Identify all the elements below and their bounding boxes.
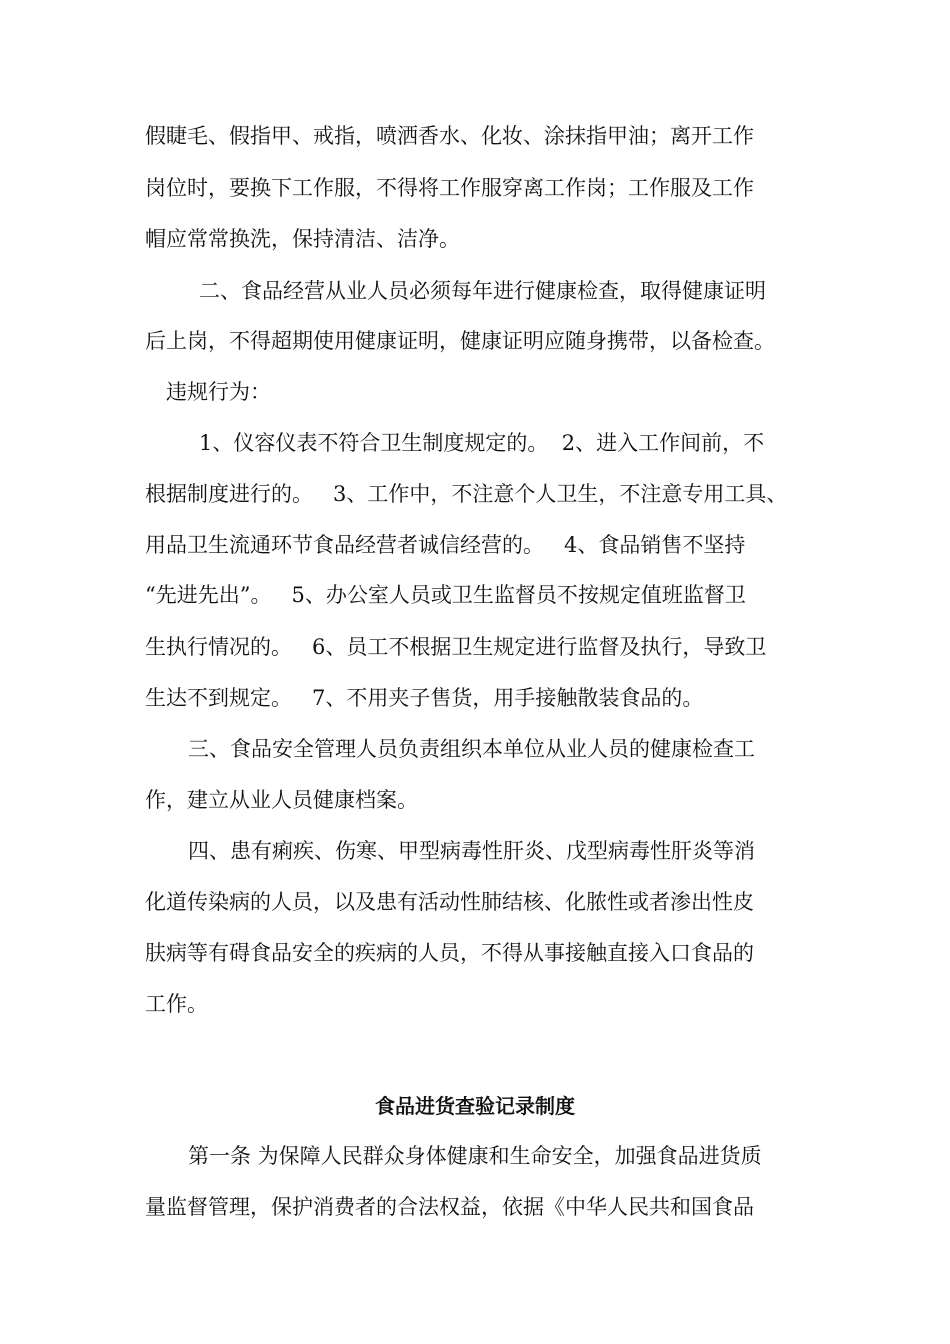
body-line: 四、患有痢疾、伤寒、甲型病毒性肝炎、戊型病毒性肝炎等消 [188,839,755,863]
body-line: 二、食品经营从业人员必须每年进行健康检查，取得健康证明 [199,279,766,303]
body-line: 化道传染病的人员，以及患有活动性肺结核、化脓性或者渗出性皮 [145,890,754,914]
body-line: 岗位时，要换下工作服，不得将工作服穿离工作岗；工作服及工作 [145,176,754,200]
body-line: 三、食品安全管理人员负责组织本单位从业人员的健康检查工 [188,737,755,761]
body-line: 违规行为： [166,380,271,404]
body-line: 肤病等有碍食品安全的疾病的人员，不得从事接触直接入口食品的 [145,941,754,965]
body-line: 后上岗，不得超期使用健康证明，健康证明应随身携带，以备检查。 [145,329,775,353]
body-line: 生执行情况的。 6、员工不根据卫生规定进行监督及执行，导致卫 [145,635,767,659]
body-line: 假睫毛、假指甲、戒指，喷洒香水、化妆、涂抹指甲油；离开工作 [145,124,754,148]
body-line: 帽应常常换洗，保持清洁、洁净。 [145,227,460,251]
body-line: “先进先出”。 5、办公室人员或卫生监督员不按规定值班监督卫 [145,583,746,607]
body-line: 根据制度进行的。 3、工作中，不注意个人卫生，不注意专用工具、 [145,482,788,506]
body-line: 用品卫生流通环节食品经营者诚信经营的。 4、食品销售不坚持 [145,533,746,557]
body-line: 量监督管理，保护消费者的合法权益，依据《中华人民共和国食品 [145,1195,754,1219]
body-line: 作，建立从业人员健康档案。 [145,788,418,812]
body-line: 生达不到规定。 7、不用夹子售货，用手接触散装食品的。 [145,686,704,710]
body-line: 1、仪容仪表不符合卫生制度规定的。 2、进入工作间前，不 [199,431,765,455]
body-line: 工作。 [145,992,208,1016]
section-title: 食品进货查验记录制度 [375,1094,575,1118]
body-line: 第一条 为保障人民群众身体健康和生命安全，加强食品进货质 [188,1144,762,1168]
